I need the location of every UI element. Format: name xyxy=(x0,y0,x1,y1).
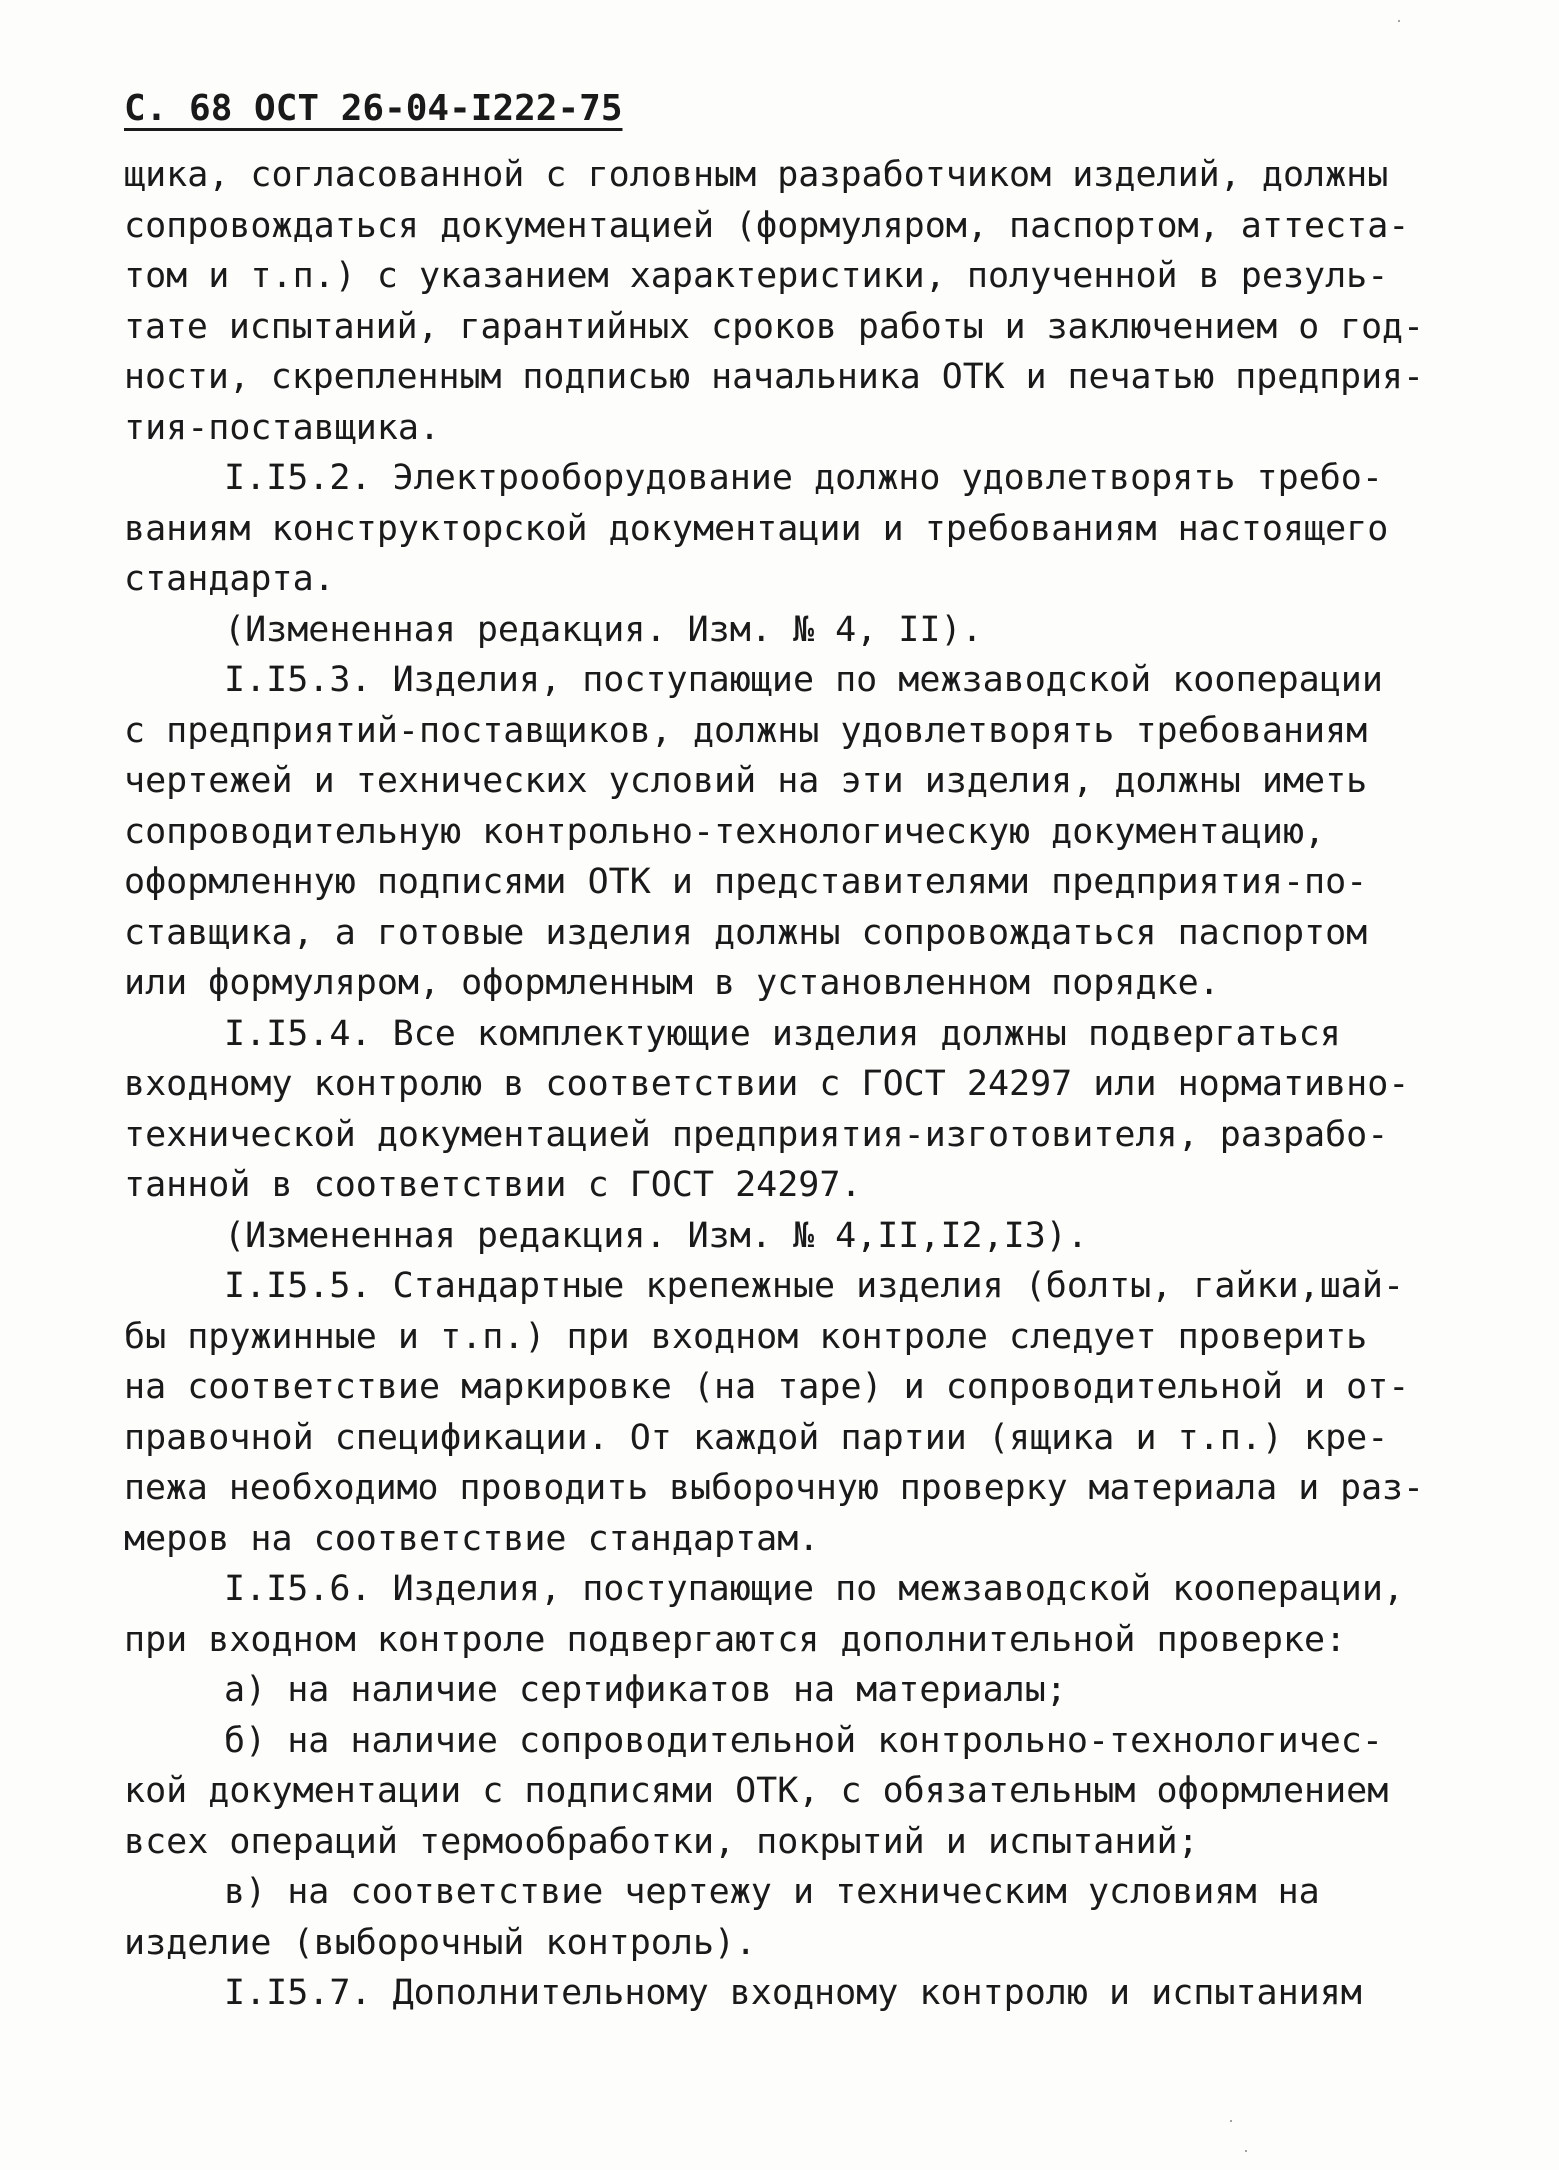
text-line: оформленную подписями ОТК и представителями предприятия-по- xyxy=(124,862,1368,902)
text-line: всех операций термообработки, покрытий и испытаний; xyxy=(124,1821,1199,1862)
text-line: с предприятий-поставщиков, должны удовлетворять требованиям xyxy=(124,710,1368,751)
text-line: I.I5.3. Изделия, поступающие по межзаводской кооперации xyxy=(224,660,1383,700)
page-header: С. 68 ОСТ 26-04-I222-75 xyxy=(124,88,623,129)
text-line: ности, скрепленным подписью начальника ОТК и печатью предприя- xyxy=(124,357,1424,397)
text-line: а) на наличие сертификатов на материалы; xyxy=(224,1670,1067,1710)
text-line: I.I5.7. Дополнительному входному контролю и испытаниям xyxy=(224,1973,1362,2013)
text-line: (Измененная редакция. Изм. № 4,II,I2,I3). xyxy=(224,1215,1088,1256)
text-line: танной в соответствии с ГОСТ 24297. xyxy=(124,1165,862,1205)
text-line: при входном контроле подвергаются дополнительной проверке: xyxy=(124,1619,1347,1660)
scan-speck xyxy=(1398,20,1400,22)
scan-speck xyxy=(1230,2120,1232,2122)
text-line: изделие (выборочный контроль). xyxy=(124,1922,757,1963)
text-line: стандарта. xyxy=(124,559,335,599)
text-line: входному контролю в соответствии с ГОСТ 24297 или нормативно- xyxy=(124,1064,1410,1104)
text-line: том и т.п.) с указанием характеристики, полученной в резуль- xyxy=(124,256,1389,296)
text-line: кой документации с подписями ОТК, с обязательным оформлением xyxy=(124,1771,1389,1811)
text-line: тия-поставщика. xyxy=(124,407,441,448)
text-line: или формуляром, оформленным в установленном порядке. xyxy=(124,963,1220,1003)
text-line: меров на соответствие стандартам. xyxy=(124,1518,820,1559)
text-line: ставщика, а готовые изделия должны сопровождаться паспортом xyxy=(124,912,1368,953)
text-line: щика, согласованной с головным разработчиком изделий, должны xyxy=(124,155,1389,195)
text-line: ваниям конструкторской документации и требованиям настоящего xyxy=(124,508,1389,549)
text-line: технической документацией предприятия-изготовителя, разрабо- xyxy=(124,1114,1389,1155)
text-line: правочной спецификации. От каждой партии (ящика и т.п.) кре- xyxy=(124,1417,1389,1458)
text-line: в) на соответствие чертежу и техническим условиям на xyxy=(224,1872,1320,1912)
text-line: I.I5.6. Изделия, поступающие по межзаводской кооперации, xyxy=(224,1569,1405,1609)
text-line: I.I5.5. Стандартные крепежные изделия (болты, гайки,шай- xyxy=(224,1266,1405,1306)
text-line: сопроводительную контрольно-технологическую документацию, xyxy=(124,811,1326,852)
text-line: б) на наличие сопроводительной контрольно-технологичес- xyxy=(224,1720,1383,1761)
scan-speck xyxy=(1245,2150,1247,2152)
text-line: на соответствие маркировке (на таре) и сопроводительной и от- xyxy=(124,1367,1410,1407)
text-line: I.I5.2. Электрооборудование должно удовлетворять требо- xyxy=(224,458,1383,498)
text-line: тате испытаний, гарантийных сроков работы и заключением о год- xyxy=(124,306,1424,347)
text-line: чертежей и технических условий на эти изделия, должны иметь xyxy=(124,761,1368,801)
document-body xyxy=(124,150,1424,2019)
text-line: I.I5.4. Все комплектующие изделия должны подвергаться xyxy=(224,1013,1341,1054)
text-line: сопровождаться документацией (формуляром, паспортом, аттеста- xyxy=(124,205,1410,246)
text-line: пежа необходимо проводить выборочную проверку материала и раз- xyxy=(124,1468,1424,1508)
text-line: (Измененная редакция. Изм. № 4, II). xyxy=(224,609,983,650)
text-line: бы пружинные и т.п.) при входном контроле следует проверить xyxy=(124,1316,1368,1357)
